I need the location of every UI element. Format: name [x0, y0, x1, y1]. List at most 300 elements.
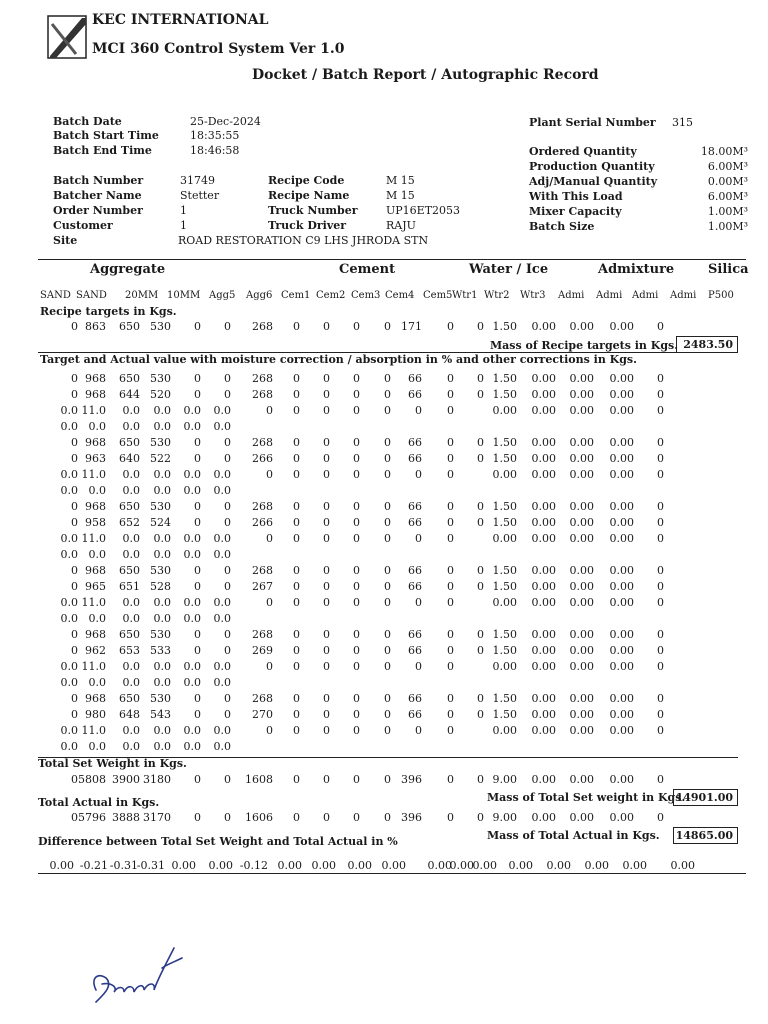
batch-cell: 0.0	[153, 676, 171, 689]
batch-cell: 0.00	[531, 500, 556, 513]
batch-cell: 0	[71, 580, 78, 593]
batch-cell: 650	[119, 372, 140, 385]
batch-cell: 0	[447, 372, 454, 385]
batch-cell: 0.00	[609, 532, 634, 545]
batch-cell: 66	[408, 516, 422, 529]
batch-absorption-row	[38, 484, 738, 498]
batch-cell: 0	[353, 644, 360, 657]
recipe-cell: 863	[85, 320, 106, 333]
batch-cell: 0	[384, 644, 391, 657]
batch-cell: 66	[408, 564, 422, 577]
batch-cell: 0	[353, 516, 360, 529]
batch-cell: 66	[408, 692, 422, 705]
batch-cell: 0.00	[531, 468, 556, 481]
batch-cell: 0.0	[122, 484, 140, 497]
batch-cell: 1.50	[492, 388, 517, 401]
batch-cell: 0	[224, 516, 231, 529]
batch-cell: 0	[384, 468, 391, 481]
batch-cell: 0.0	[213, 484, 231, 497]
batch-cell: 0.00	[531, 532, 556, 545]
batch-cell: 0	[657, 500, 664, 513]
batch-cell: 0.0	[213, 548, 231, 561]
batch-cell: 0.00	[531, 596, 556, 609]
batch-cell: 0.00	[609, 724, 634, 737]
batch-cell: 0.00	[569, 644, 594, 657]
batch-cell: 0	[657, 644, 664, 657]
batch-cell: 524	[150, 516, 171, 529]
total-set-cell: 5808	[78, 773, 106, 786]
batch-cell: 0	[447, 708, 454, 721]
batch-cell: 11.0	[81, 660, 106, 673]
batch-cell: 0	[323, 724, 330, 737]
batch-cell: 0.0	[88, 548, 106, 561]
total-actual-cell: 396	[401, 811, 422, 824]
batch-cell: 0.0	[153, 612, 171, 625]
column-group-header: Silica	[708, 262, 749, 277]
batch-cell: 0	[657, 580, 664, 593]
batch-cell: 0	[477, 500, 484, 513]
quantity-value: 6.00M³	[707, 190, 748, 203]
target-actual-label: Target and Actual value with moisture correction / absorption in % and other corrections in Kgs.	[40, 353, 637, 366]
batch-cell: 530	[150, 500, 171, 513]
batch-actual-row	[38, 452, 738, 466]
batch-cell: 0	[384, 516, 391, 529]
batch-cell: 0	[384, 436, 391, 449]
batch-cell: 1.50	[492, 500, 517, 513]
info-value: 18:35:55	[190, 129, 240, 142]
difference-cell: 0.00	[584, 859, 609, 872]
difference-cell: 0.00	[49, 859, 74, 872]
batch-cell: 0	[477, 388, 484, 401]
batch-cell: 0.0	[122, 660, 140, 673]
batch-cell: 0.0	[60, 468, 78, 481]
batch-cell: 0	[323, 564, 330, 577]
mass-total-actual-label: Mass of Total Actual in Kgs.	[487, 829, 660, 842]
batch-corr-row	[38, 404, 738, 418]
recipe-cell: 0	[71, 320, 78, 333]
batch-cell: 0	[194, 452, 201, 465]
batch-cell: 530	[150, 692, 171, 705]
batch-cell: 0	[194, 692, 201, 705]
batch-corr-row	[38, 724, 738, 738]
batch-cell: 0	[657, 468, 664, 481]
info-value: M 15	[386, 174, 415, 187]
batch-cell: 66	[408, 500, 422, 513]
batch-cell: 0.00	[569, 724, 594, 737]
batch-cell: 1.50	[492, 580, 517, 593]
info-label: Site	[53, 234, 78, 247]
batch-cell: 968	[85, 436, 106, 449]
total-actual-cell: 0.00	[609, 811, 634, 824]
difference-cell: 0.00	[311, 859, 336, 872]
batch-absorption-row	[38, 676, 738, 690]
info-label: Customer	[53, 219, 113, 232]
batch-cell: 0.0	[183, 676, 201, 689]
batch-cell: 0	[657, 372, 664, 385]
batch-cell: 0.0	[153, 596, 171, 609]
column-group-header: Water / Ice	[469, 262, 549, 277]
batch-cell: 0	[266, 468, 273, 481]
batch-cell: 0.00	[609, 644, 634, 657]
batch-cell: 0.0	[153, 468, 171, 481]
total-actual-cell: 0	[323, 811, 330, 824]
batch-cell: 11.0	[81, 532, 106, 545]
batch-cell: 0	[353, 564, 360, 577]
batch-target-row	[38, 500, 738, 514]
batch-cell: 0.00	[609, 516, 634, 529]
recipe-row	[38, 320, 738, 334]
batch-cell: 0.0	[183, 484, 201, 497]
batch-cell: 268	[252, 692, 273, 705]
column-header: Wtr3	[520, 290, 546, 301]
batch-cell: 0	[224, 452, 231, 465]
batch-cell: 0	[323, 596, 330, 609]
difference-cell: 0.00	[347, 859, 372, 872]
batch-cell: 0	[224, 388, 231, 401]
batch-absorption-row	[38, 548, 738, 562]
batch-cell: 980	[85, 708, 106, 721]
difference-row	[38, 859, 738, 873]
batch-cell: 0	[293, 660, 300, 673]
column-header: Wtr2	[484, 290, 510, 301]
batch-cell: 0.00	[569, 708, 594, 721]
batch-cell: 0.00	[569, 532, 594, 545]
batch-cell: 0	[293, 628, 300, 641]
recipe-cell: 0	[293, 320, 300, 333]
batch-cell: 0.0	[213, 676, 231, 689]
total-set-cell: 0.00	[609, 773, 634, 786]
batch-cell: 0	[447, 692, 454, 705]
table-top-rule	[38, 259, 746, 260]
batch-cell: 530	[150, 564, 171, 577]
handwritten-signature	[78, 938, 188, 1008]
total-set-cell: 0	[71, 773, 78, 786]
batch-target-row	[38, 564, 738, 578]
batch-cell: 0	[657, 516, 664, 529]
batch-cell: 0	[323, 372, 330, 385]
total-actual-cell: 9.00	[492, 811, 517, 824]
batch-cell: 648	[119, 708, 140, 721]
batch-cell: 0	[384, 724, 391, 737]
batch-cell: 0	[293, 372, 300, 385]
batch-cell: 0.0	[153, 532, 171, 545]
batch-cell: 0	[447, 500, 454, 513]
batch-cell: 0.0	[153, 740, 171, 753]
info-value: 31749	[180, 174, 215, 187]
report-title: Docket / Batch Report / Autographic Record	[252, 67, 599, 83]
quantity-label: Batch Size	[529, 220, 595, 233]
batch-cell: 963	[85, 452, 106, 465]
batch-cell: 530	[150, 628, 171, 641]
batch-absorption-row	[38, 420, 738, 434]
difference-label: Difference between Total Set Weight and Total Actual in %	[38, 835, 398, 848]
batch-cell: 0	[353, 372, 360, 385]
batch-cell: 522	[150, 452, 171, 465]
column-header: Admi	[558, 290, 585, 301]
batch-cell: 0.0	[183, 468, 201, 481]
batch-cell: 528	[150, 580, 171, 593]
batch-cell: 0	[353, 436, 360, 449]
batch-cell: 0	[71, 516, 78, 529]
batch-cell: 0.0	[183, 420, 201, 433]
info-label: Order Number	[53, 204, 143, 217]
batch-cell: 0	[293, 596, 300, 609]
batch-cell: 1.50	[492, 452, 517, 465]
batch-cell: 66	[408, 644, 422, 657]
batch-cell: 652	[119, 516, 140, 529]
batch-cell: 0.00	[531, 388, 556, 401]
quantity-value: 18.00M³	[700, 145, 748, 158]
batch-cell: 0.0	[122, 420, 140, 433]
total-set-cell: 0	[194, 773, 201, 786]
recipe-cell: 0.00	[609, 320, 634, 333]
batch-cell: 0	[447, 580, 454, 593]
quantity-value: 6.00M³	[707, 160, 748, 173]
recipe-cell: 0	[224, 320, 231, 333]
mass-recipe-label: Mass of Recipe targets in Kgs.	[490, 339, 679, 352]
batch-cell: 0.00	[569, 436, 594, 449]
total-actual-cell: 3170	[143, 811, 171, 824]
batch-cell: 266	[252, 516, 273, 529]
batch-cell: 651	[119, 580, 140, 593]
batch-cell: 1.50	[492, 644, 517, 657]
batch-cell: 0.0	[88, 612, 106, 625]
column-header: Cem5	[423, 290, 453, 301]
batch-corr-row	[38, 532, 738, 546]
batch-absorption-row	[38, 612, 738, 626]
batch-cell: 0.0	[60, 404, 78, 417]
batch-cell: 0	[353, 596, 360, 609]
recipe-cell: 0	[194, 320, 201, 333]
batch-cell: 0	[71, 564, 78, 577]
batch-cell: 0.00	[531, 660, 556, 673]
batch-cell: 0.0	[183, 724, 201, 737]
difference-cell: 0.00	[508, 859, 533, 872]
info-label: Truck Driver	[268, 219, 347, 232]
batch-cell: 0	[415, 596, 422, 609]
batch-actual-row	[38, 388, 738, 402]
batch-cell: 0	[447, 468, 454, 481]
info-value: 18:46:58	[190, 144, 240, 157]
batch-cell: 268	[252, 388, 273, 401]
batch-cell: 0	[71, 500, 78, 513]
difference-cell: -0.21	[79, 859, 108, 872]
batch-cell: 0	[657, 692, 664, 705]
recipe-cell: 0.00	[531, 320, 556, 333]
batch-cell: 267	[252, 580, 273, 593]
total-actual-cell: 0	[71, 811, 78, 824]
batch-cell: 0.0	[153, 420, 171, 433]
batch-cell: 0	[194, 708, 201, 721]
column-header: 10MM	[167, 290, 201, 301]
batch-cell: 0.0	[213, 612, 231, 625]
batch-cell: 0.00	[569, 500, 594, 513]
column-group-header: Admixture	[598, 262, 675, 277]
batch-cell: 1.50	[492, 436, 517, 449]
mass-total-set-value: 14901.00	[673, 789, 738, 806]
batch-cell: 0	[293, 692, 300, 705]
batch-cell: 0.00	[569, 596, 594, 609]
batch-cell: 66	[408, 708, 422, 721]
batch-cell: 0	[323, 708, 330, 721]
batch-cell: 0.00	[609, 404, 634, 417]
recipe-label: Recipe targets in Kgs.	[40, 305, 177, 318]
info-value: UP16ET2053	[386, 204, 461, 217]
batch-cell: 0.0	[88, 740, 106, 753]
batch-cell: 0	[353, 580, 360, 593]
batch-cell: 0	[657, 596, 664, 609]
batch-cell: 0	[415, 532, 422, 545]
batch-cell: 0.00	[609, 372, 634, 385]
batch-cell: 0.0	[183, 532, 201, 545]
batch-cell: 0	[384, 708, 391, 721]
total-actual-cell: 0	[447, 811, 454, 824]
info-value: RAJU	[386, 219, 416, 232]
batch-cell: 0	[415, 468, 422, 481]
quantity-value: 1.00M³	[707, 220, 748, 233]
batch-cell: 0	[353, 708, 360, 721]
batch-cell: 650	[119, 628, 140, 641]
batch-cell: 1.50	[492, 516, 517, 529]
batch-cell: 0	[477, 692, 484, 705]
difference-cell: 0.00	[171, 859, 196, 872]
batch-cell: 0.0	[122, 532, 140, 545]
batch-actual-row	[38, 516, 738, 530]
batch-cell: 11.0	[81, 724, 106, 737]
quantity-value: 0.00M³	[707, 175, 748, 188]
batch-cell: 0.00	[531, 564, 556, 577]
batch-cell: 66	[408, 436, 422, 449]
batch-cell: 0.00	[609, 660, 634, 673]
total-actual-cell: 1606	[245, 811, 273, 824]
batch-cell: 0	[657, 452, 664, 465]
batch-cell: 0.00	[531, 404, 556, 417]
batch-cell: 0	[353, 724, 360, 737]
column-header: Admi	[596, 290, 623, 301]
batch-cell: 0	[323, 532, 330, 545]
batch-cell: 0.00	[492, 468, 517, 481]
batch-cell: 0.0	[183, 660, 201, 673]
batch-cell: 0.00	[609, 580, 634, 593]
batch-cell: 0	[224, 644, 231, 657]
batch-cell: 0	[224, 628, 231, 641]
batch-cell: 0	[384, 532, 391, 545]
batch-cell: 0	[477, 628, 484, 641]
batch-cell: 0	[477, 372, 484, 385]
column-header: SAND	[40, 290, 71, 301]
batch-target-row	[38, 628, 738, 642]
info-label: Batch End Time	[53, 144, 152, 157]
batch-cell: 0	[657, 628, 664, 641]
batch-cell: 0	[224, 708, 231, 721]
quantity-value: 1.00M³	[707, 205, 748, 218]
recipe-cell: 0	[384, 320, 391, 333]
recipe-cell: 0	[477, 320, 484, 333]
batch-cell: 0	[323, 692, 330, 705]
total-set-cell: 396	[401, 773, 422, 786]
batch-cell: 533	[150, 644, 171, 657]
batch-target-row	[38, 436, 738, 450]
batch-cell: 0	[657, 404, 664, 417]
batch-cell: 0	[353, 404, 360, 417]
batch-cell: 0.00	[569, 660, 594, 673]
total-set-cell: 0	[657, 773, 664, 786]
batch-cell: 0	[477, 644, 484, 657]
column-headers	[38, 290, 738, 304]
batch-cell: 1.50	[492, 708, 517, 721]
batch-cell: 0	[384, 564, 391, 577]
batch-cell: 0	[447, 724, 454, 737]
batch-cell: 0	[477, 516, 484, 529]
batch-cell: 640	[119, 452, 140, 465]
batch-cell: 0	[293, 580, 300, 593]
batch-cell: 0	[266, 660, 273, 673]
batch-cell: 0.00	[609, 708, 634, 721]
batch-cell: 0	[293, 404, 300, 417]
batch-cell: 0.0	[60, 548, 78, 561]
batch-cell: 0	[293, 644, 300, 657]
batch-cell: 0.00	[531, 628, 556, 641]
batch-cell: 0	[293, 708, 300, 721]
batch-cell: 0.00	[569, 388, 594, 401]
batch-cell: 1.50	[492, 564, 517, 577]
info-value: ROAD RESTORATION C9 LHS JHRODA STN	[178, 234, 429, 247]
batch-cell: 0.0	[183, 596, 201, 609]
batch-cell: 0.0	[183, 612, 201, 625]
batch-cell: 0	[447, 388, 454, 401]
batch-cell: 0	[224, 564, 231, 577]
batch-cell: 0.00	[569, 372, 594, 385]
total-actual-cell: 0	[477, 811, 484, 824]
difference-cell: 0.00	[449, 859, 474, 872]
batch-cell: 0.00	[609, 468, 634, 481]
batch-cell: 0.00	[569, 564, 594, 577]
batch-corr-row	[38, 660, 738, 674]
batch-cell: 0.0	[213, 532, 231, 545]
batch-cell: 968	[85, 564, 106, 577]
info-label: Batcher Name	[53, 189, 142, 202]
batch-cell: 0	[71, 628, 78, 641]
company-name: KEC INTERNATIONAL	[92, 12, 269, 28]
batch-cell: 11.0	[81, 468, 106, 481]
total-set-label: Total Set Weight in Kgs.	[38, 757, 187, 770]
batch-cell: 0	[323, 452, 330, 465]
difference-cell: 0.00	[381, 859, 406, 872]
batch-cell: 0.0	[183, 740, 201, 753]
batch-cell: 0.00	[609, 388, 634, 401]
info-value: 1	[180, 204, 187, 217]
info-label: Truck Number	[268, 204, 358, 217]
difference-cell: -0.31	[136, 859, 165, 872]
total-actual-cell: 0	[657, 811, 664, 824]
batch-cell: 0	[266, 596, 273, 609]
batch-cell: 0	[323, 660, 330, 673]
batch-cell: 0.00	[531, 692, 556, 705]
total-actual-cell: 0	[293, 811, 300, 824]
batch-cell: 0	[293, 388, 300, 401]
batch-cell: 0	[447, 564, 454, 577]
batch-cell: 66	[408, 580, 422, 593]
total-actual-cell: 3888	[112, 811, 140, 824]
batch-cell: 0.0	[153, 660, 171, 673]
total-set-cell: 0.00	[531, 773, 556, 786]
quantity-label: With This Load	[529, 190, 623, 203]
batch-cell: 0	[353, 692, 360, 705]
quantity-label: Production Quantity	[529, 160, 655, 173]
batch-cell: 0	[323, 628, 330, 641]
batch-cell: 0	[323, 468, 330, 481]
batch-cell: 0	[353, 452, 360, 465]
